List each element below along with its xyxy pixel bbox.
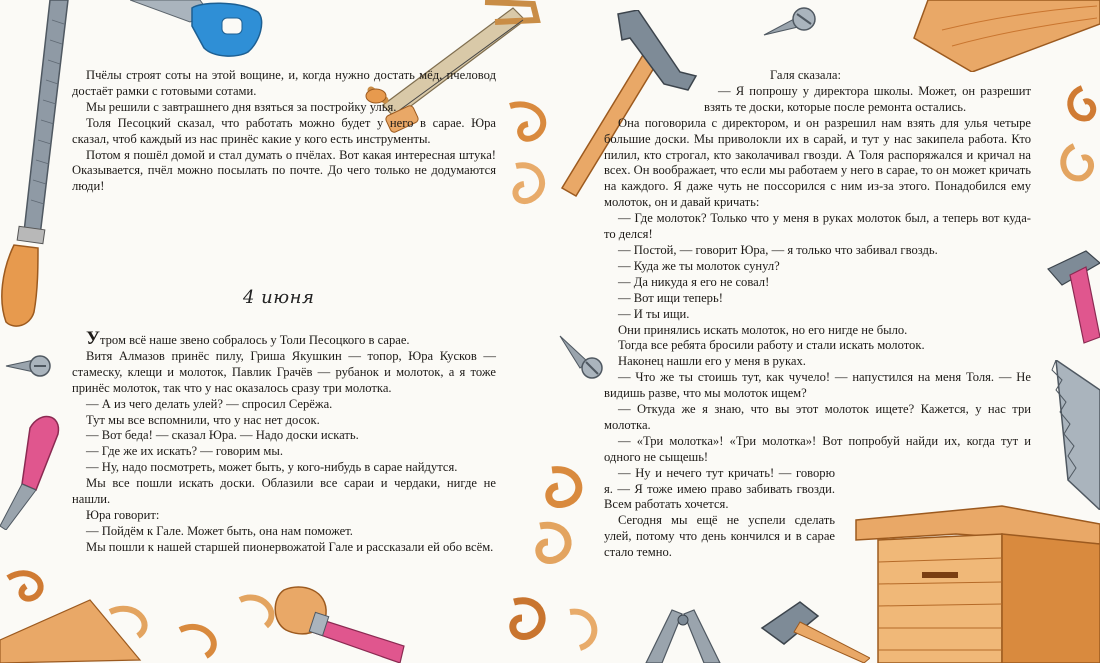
- intro-paragraph: Пчёлы строят соты на этой вощине, и, когда нужно достать мёд, пчеловод достаёт рамки с готовыми сотами.: [72, 68, 496, 98]
- paragraph: — Да никуда я его не совал!: [618, 274, 770, 289]
- first-paragraph-text: тром всё наше звено собралось у Толи Песоцкого в сарае.: [99, 333, 410, 347]
- paragraph: — А из чего делать улей? — спросил Серёжа.: [86, 396, 333, 411]
- paragraph: Тут мы все вспомнили, что у нас нет досок.: [86, 412, 320, 427]
- shavings-right-illustration: [1052, 82, 1100, 192]
- paragraph: Наконец нашли его у меня в руках.: [618, 354, 806, 369]
- pink-claw-hammer-illustration: [1040, 245, 1100, 345]
- left-page-intro-text: [72, 68, 496, 195]
- file-rasp-illustration: [0, 0, 80, 330]
- paragraph: — Что же ты стоишь тут, как чучело! — напустился на меня Толя. — Не видишь разве, что мы молоток ищем?: [604, 370, 1031, 401]
- plank-top-illustration: [912, 0, 1100, 72]
- intro-paragraph: Потом я пошёл домой и стал думать о пчёлах. Вот какая интересная штука! Оказывается, пчёл можно посылать по почте. До чего только не додумаются люди!: [72, 147, 496, 194]
- date-heading: 4 июня: [243, 287, 315, 308]
- paragraph: — Пойдём к Гале. Может быть, она нам поможет.: [86, 523, 353, 538]
- left-page-main-text: [72, 328, 496, 556]
- saw-right-illustration: [1048, 360, 1100, 510]
- paragraph: Сегодня мы ещё не успели сделать улей, потому что день кончился и в сарае стало темно.: [604, 513, 835, 560]
- paragraph: — Откуда же я знаю, что вы этот молоток ищете? Кажется, у нас три молотка.: [604, 402, 1031, 432]
- paragraph: — Ну, надо посмотреть, может быть, у кого-нибудь в сарае найдутся.: [86, 460, 458, 475]
- paragraph: — Вот беда! — сказал Юра. — Надо доски искать.: [86, 428, 359, 443]
- paragraph: Мы все пошли искать доски. Облазили все сараи и чердаки, нигде не нашли.: [72, 476, 496, 507]
- hand-saw-illustration: [130, 0, 270, 62]
- screw-top-illustration: [760, 5, 820, 45]
- first-paragraph: [72, 328, 496, 349]
- intro-paragraph: Мы решили с завтрашнего дня взяться за постройку улья.: [86, 99, 397, 114]
- paragraph: — «Три молотка»! «Три молотка»! Вот попробуй найди их, когда тут и одного не сыщешь!: [604, 433, 1031, 464]
- chisel-left-illustration: [0, 410, 62, 530]
- paragraph: — Где же их искать? — говорим мы.: [86, 444, 283, 459]
- paragraph: Она поговорила с директором, и он разрешил нам взять для улья четыре большие доски. Мы приволокли их в сарай, и тут у нас закипела работа. Кто пилил, кто строгал, кто заколачивал гвозди. А Толя распоряжался и кричал на всех. Он воображает, что если мы работаем у него в сарае, то он может кричать на каждого. Я даже чуть не поссорился с ним из-за этого. Понадобился ему молоток, он и давай кричать:: [604, 115, 1031, 210]
- paragraph: — Ну и нечего тут кричать! — говорю я. — Я тоже имею право забивать гвозди. Всем работать хочется.: [604, 465, 835, 512]
- intro-paragraph: Толя Песоцкий сказал, что работать можно будет у него в сарае. Юра сказал, чтоб каждый из нас принёс какие у кого есть инструменты.: [72, 115, 496, 146]
- paragraph: — Я попрошу у директора школы. Может, он разрешит взять те доски, которые после ремонта остались.: [704, 83, 1031, 114]
- shavings-bottom-left-illustration: [0, 560, 290, 663]
- shavings-center-bottom-illustration: [500, 462, 610, 663]
- shavings-center-top-illustration: [496, 96, 558, 216]
- paragraph: Витя Алмазов принёс пилу, Гриша Якушкин — топор, Юра Кусков — стамеску, клещи и молоток, Павлик Грачёв — рубанок и молоток, а я тоже принёс молоток, так что у нас оказалось сразу три молотка.: [72, 348, 496, 395]
- paragraph: Тогда все ребята бросили работу и стали искать молоток.: [618, 338, 925, 353]
- paragraph: Они принялись искать молоток, но его нигде не было.: [618, 322, 908, 337]
- pliers-illustration: [642, 600, 724, 663]
- screw-left-illustration: [4, 352, 52, 380]
- paragraph: — Вот ищи теперь!: [618, 290, 723, 305]
- paragraph: — Куда же ты молоток сунул?: [618, 258, 780, 273]
- paragraph: — Постой, — говорит Юра, — я только что забивал гвоздь.: [618, 242, 938, 257]
- right-page-text: [604, 68, 1031, 561]
- drop-cap: У: [86, 328, 100, 349]
- paragraph: — И ты ищи.: [618, 306, 690, 321]
- paragraph: Мы пошли к нашей старшей пионервожатой Гале и рассказали ей обо всём.: [86, 539, 494, 554]
- paragraph: Юра говорит:: [86, 507, 160, 522]
- paragraph: Галя сказала:: [769, 68, 841, 82]
- paragraph: — Где молоток? Только что у меня в руках молоток был, а теперь вот куда-то делся!: [604, 211, 1031, 242]
- mallet-illustration: [272, 584, 416, 663]
- screw-center-illustration: [556, 332, 606, 380]
